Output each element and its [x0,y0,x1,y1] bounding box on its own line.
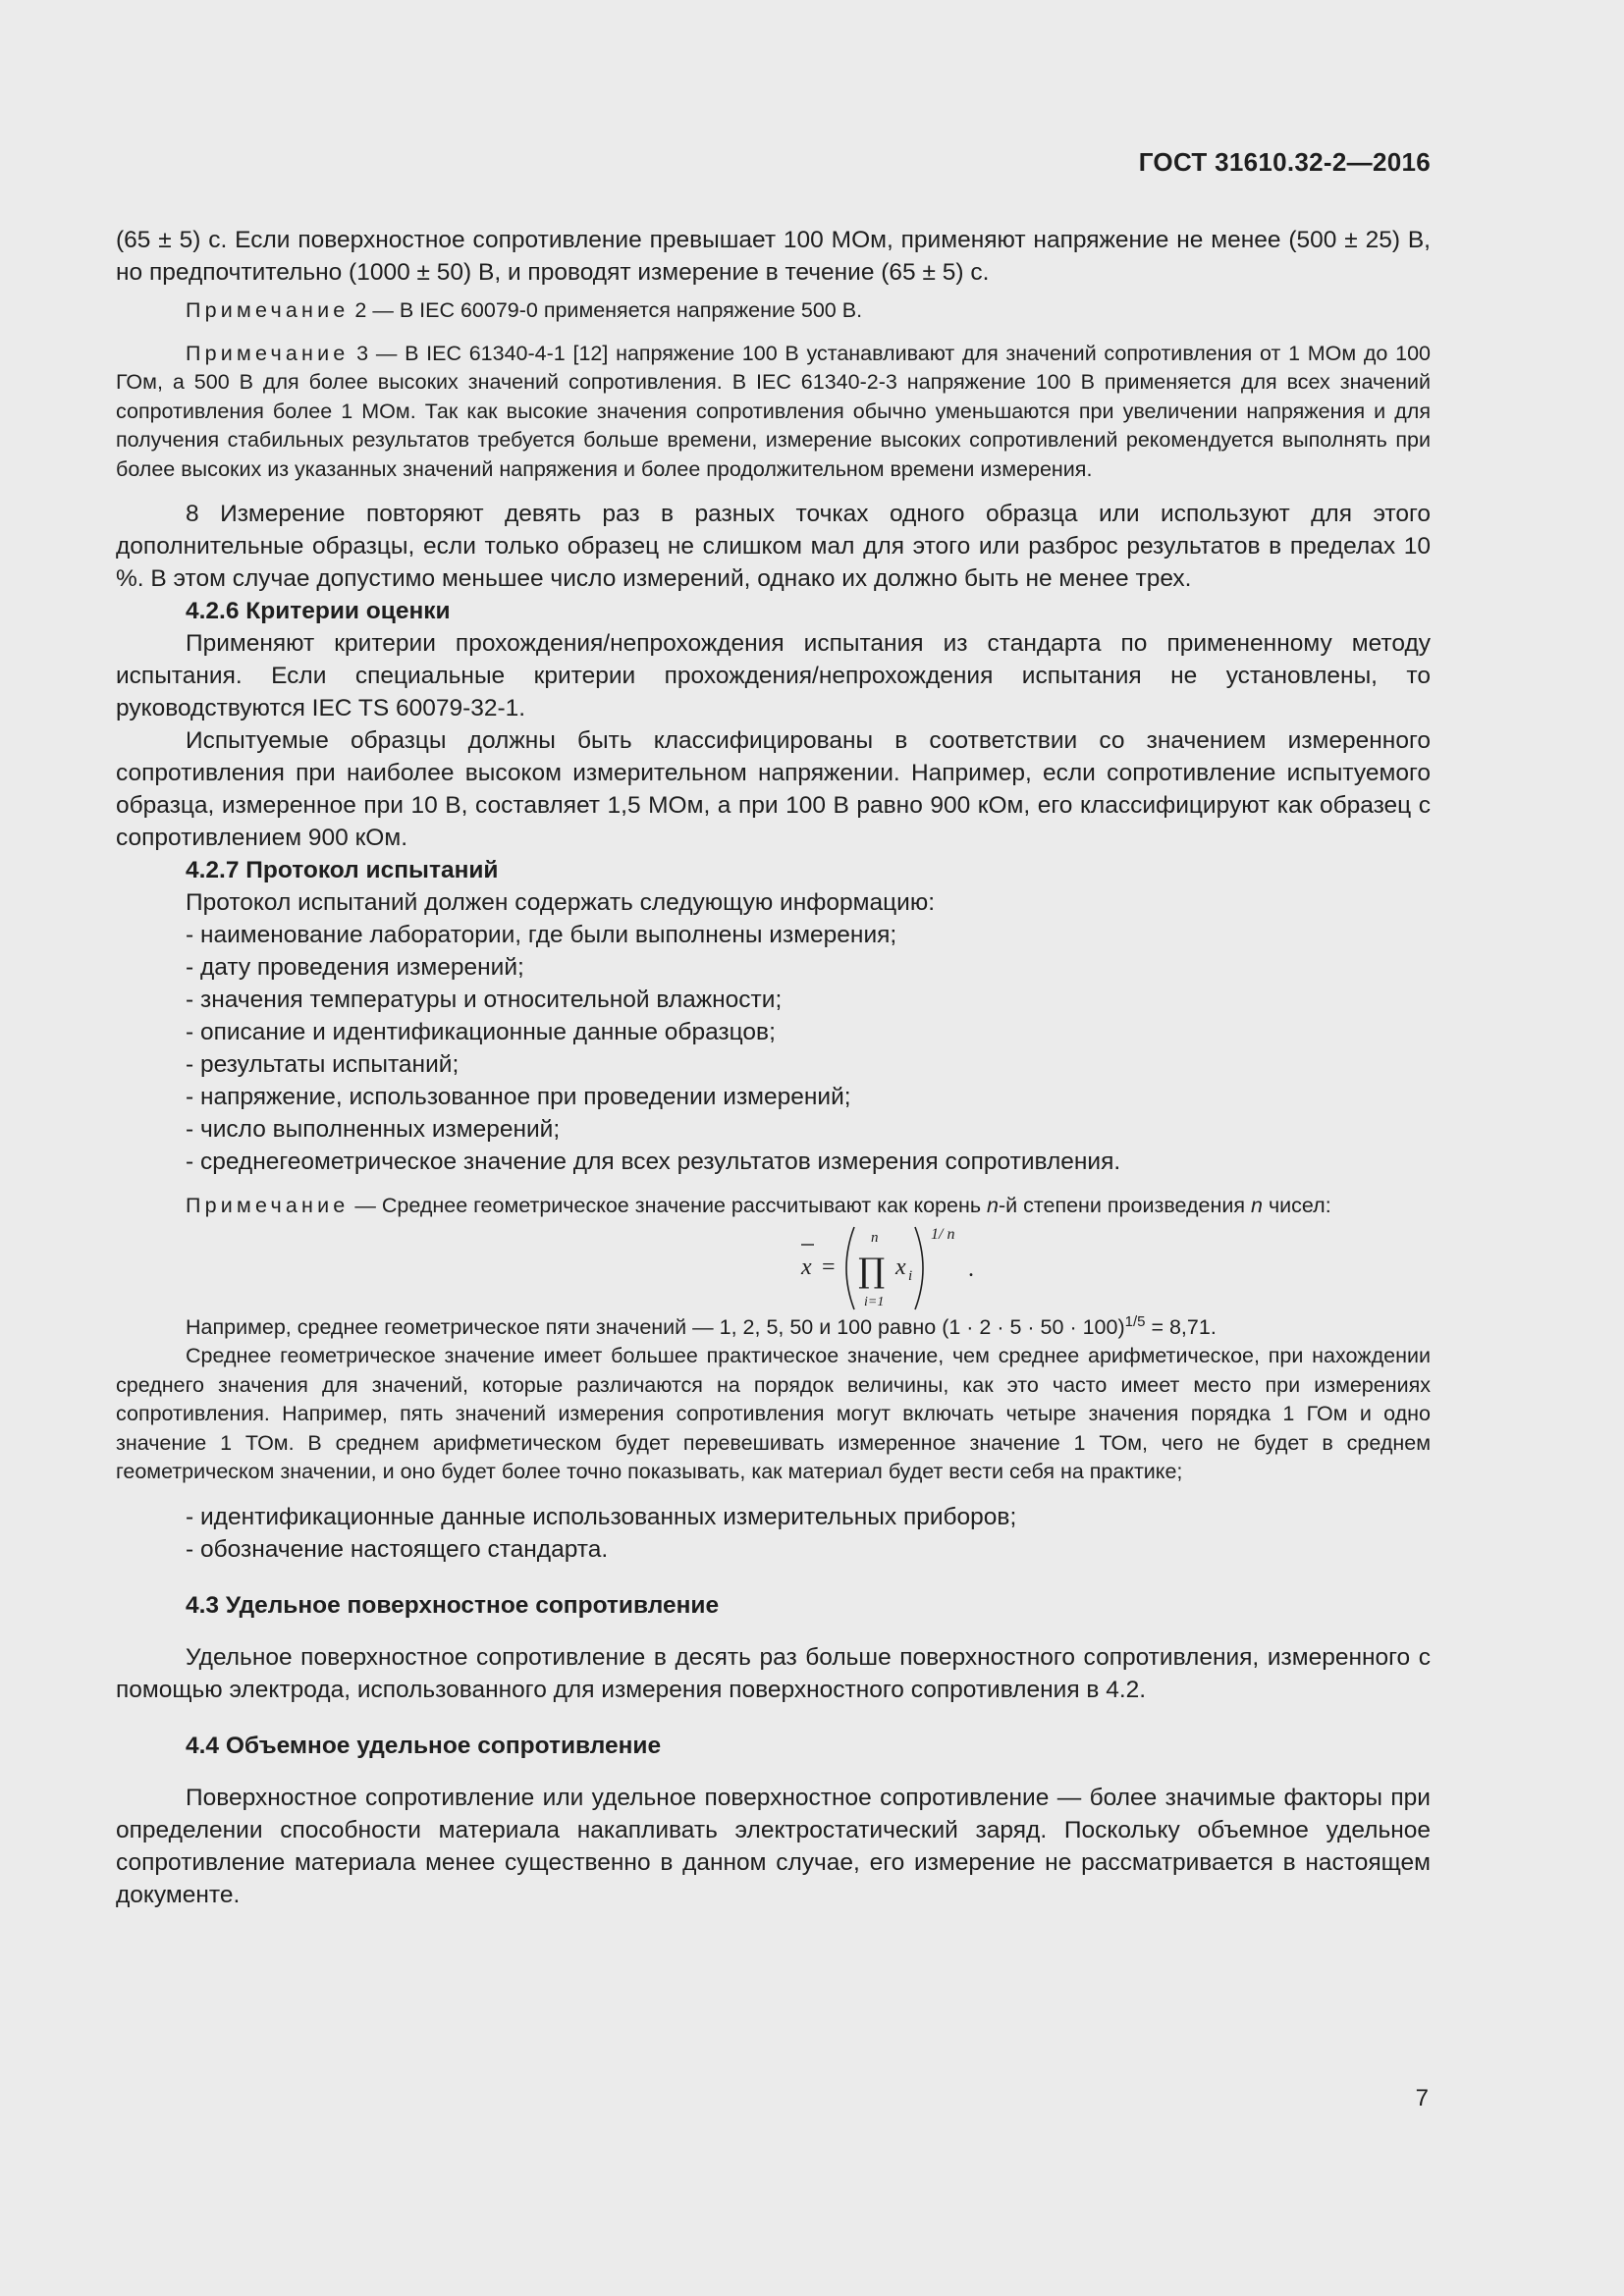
left-paren [846,1227,854,1309]
paragraph-voltage: (65 ± 5) с. Если поверхностное сопротивление превышает 100 МОм, применяют напряжение не менее (500 ± 25) В, но предпочтительно (1000 ± 50) В, и проводят измерение в течение (65 ± 5) с. [116,227,1431,286]
heading-4-2-7: 4.2.7 Протокол испытаний [186,857,499,883]
right-paren [915,1227,923,1309]
geometric-mean-paragraph: Среднее геометрическое значение имеет большее практическое значение, чем среднее арифметическое, при нахождении среднего значения для значений, которые различаются на порядок величины, как это часто имеет место при измерениях сопротивления. Например, пять значений измерения сопротивления могут включать четыре значения порядка 1 ГОм и одно значение 1 ТОм. В среднем арифметическом будет перевешивать измеренное значение 1 ТОм, чего не будет в среднем геометрическом значении, и оно будет более точно показывать, как материал будет вести себя на практике; [116,1344,1431,1483]
list-item: - наименование лаборатории, где были выполнены измерения; [186,922,897,948]
page-content [116,224,1431,1911]
formula-subscript: i [908,1267,913,1284]
formula-lhs: x [801,1254,812,1280]
paragraph-volume-resistivity: Поверхностное сопротивление или удельное поверхностное сопротивление — более значимые факторы при определении способности материала накапливать электростатический заряд. Поскольку объемное удельное сопротивление материала менее существенно в данном случае, его измерение не рассматривается в настоящем документе. [116,1784,1431,1908]
list-item: - среднегеометрическое значение для всех результатов измерения сопротивления. [186,1148,1121,1175]
heading-4-2-6: 4.2.6 Критерии оценки [186,598,451,624]
geometric-mean-formula [116,1223,1431,1313]
paragraph-classification: Испытуемые образцы должны быть классифицированы в соответствии со значением измеренного сопротивления при наиболее высоком измерительном напряжении. Например, если сопротивление испытуемого образца, измеренное при 10 В, составляет 1,5 МОм, а при 100 В равно 900 кОм, его классифицируют как образец с сопротивлением 900 кОм. [116,727,1431,851]
note-text: 2 — В IEC 60079-0 применяется напряжение 500 В. [349,298,863,322]
formula-exponent: 1/ n [931,1225,955,1243]
paragraph-surface-resistivity: Удельное поверхностное сопротивление в десять раз больше поверхностного сопротивления, измеренного с помощью электрода, использованного для измерения поверхностного сопротивления в 4.2. [116,1643,1431,1703]
list-item: - идентификационные данные использованных измерительных приборов; [186,1503,1017,1530]
note-label: Примечание [186,341,350,365]
list-item: - обозначение настоящего стандарта. [186,1535,609,1563]
document-code-header: ГОСТ 31610.32-2—2016 [1138,147,1431,177]
heading-4-4: 4.4 Объемное удельное сопротивление [186,1732,662,1759]
formula-exponent-svg [927,1223,1005,1313]
report-items-list-continued [116,1501,1431,1566]
list-item: - значения температуры и относительной влажности; [186,987,783,1013]
list-item: - дату проведения измерений; [186,954,524,981]
list-item: - результаты испытаний; [186,1051,460,1078]
report-items-list [116,919,1431,1178]
paragraph-item-8: 8 Измерение повторяют девять раз в разных точках одного образца или используют для этого дополнительные образцы, если только образец не слишком мал для этого или разброс результатов в пределах 10 %. В этом случае допустимо меньшее число измерений, однако их должно быть не менее трех. [116,501,1431,592]
note-2 [116,296,1431,326]
list-item: - описание и идентификационные данные образцов; [186,1019,776,1045]
formula-variable: x [895,1254,906,1280]
note-geometric-mean: Примечание — Среднее геометрическое значение рассчитывают как корень n-й степени произведения n чисел: [186,1194,1331,1217]
product-lower-limit: i=1 [864,1294,885,1309]
note-3 [116,340,1431,485]
note-label: Примечание [186,1194,350,1217]
list-item: - напряжение, использованное при проведении измерений; [186,1084,851,1110]
paragraph-report-intro: Протокол испытаний должен содержать следующую информацию: [186,889,936,916]
formula-period: . [968,1255,974,1282]
example-paragraph: Например, среднее геометрическое пяти значений — 1, 2, 5, 50 и 100 равно $(1 \cdot 2 \cdot 5 \cdot 50 \cdot 100)^{1/5} = 8,71$. [186,1312,1217,1339]
product-symbol: ∏ [858,1251,886,1291]
paragraph-criteria: Применяют критерии прохождения/непрохождения испытания из стандарта по примененному методу испытания. Если специальные критерии прохождения/непрохождения испытания не установлены, то руководствуются IEC TS 60079-32-1. [116,630,1431,721]
heading-4-3: 4.3 Удельное поверхностное сопротивление [186,1591,720,1619]
note-text: 3 — В IEC 61340-4-1 [12] напряжение 100 В устанавливают для значений сопротивления от 1 МОм до 100 ГОм, а 500 В для более высоких значений сопротивления. В IEC 61340-2-3 напряжение 100 В применяется для всех значений сопротивления более 1 МОм. Так как высокие значения сопротивления обычно уменьшаются при увеличении напряжения и для получения стабильных результатов требуется больше времени, измерение высоких сопротивлений рекомендуется выполнять при более высоких из указанных значений напряжения и более продолжительном времени измерения. [116,341,1431,481]
formula-svg [676,1223,931,1313]
page-number: 7 [1415,2085,1429,2111]
list-item: - число выполненных измерений; [186,1116,561,1143]
formula-equals: = [822,1254,836,1280]
product-upper-limit: n [871,1229,879,1246]
note-label: Примечание [186,298,350,322]
